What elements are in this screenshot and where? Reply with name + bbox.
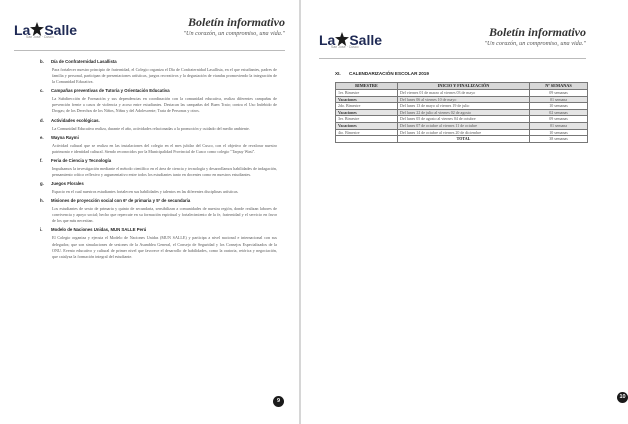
section-heading xyxy=(40,59,277,65)
page-number-left: 9 xyxy=(273,396,284,407)
weeks-cell: 01 semana xyxy=(530,96,588,103)
logo-text: La Salle xyxy=(319,32,383,48)
section-title: Wayna Raymi xyxy=(51,134,79,140)
section-title: Juegos Florales xyxy=(51,181,84,187)
period-cell: Del lunes 13 de mayo al viernes 19 de julio xyxy=(398,103,530,110)
period-cell: Del lunes 06 al viernes 10 de mayo xyxy=(398,96,530,103)
column-header: INICIO Y FINALIZACIÓN xyxy=(398,83,530,90)
logo-tagline: San José · Cusco xyxy=(331,45,359,49)
la-salle-logo xyxy=(319,30,382,54)
logo-tagline: San José · Cusco xyxy=(26,35,54,39)
total-row xyxy=(336,136,588,143)
bimestre-cell: Vacaciones xyxy=(336,109,398,116)
bimestre-cell: 1er. Bimestre xyxy=(336,90,398,97)
star-icon xyxy=(335,32,349,46)
activities-list xyxy=(40,56,277,260)
section-text: Impulsamos la investigación mediante el método científico en el área de ciencia y tecnología y desarrollamos habilidades de indagación, pensamiento crítico reflexivo y argumentativo entre todos los estudiantes tanto en docentes como en nuestros estudiantes. xyxy=(52,165,277,177)
section-title: Actividades ecológicas. xyxy=(51,117,100,123)
bulletin-motto: "Un corazón, un compromiso, una vida." xyxy=(183,30,285,37)
empty-cell xyxy=(336,136,398,143)
section-letter: e. xyxy=(40,134,44,140)
section-heading xyxy=(40,181,277,187)
period-cell: Del lunes 07 de octubre al viernes 11 de octubre xyxy=(398,122,530,129)
section-heading xyxy=(40,117,277,124)
table-row xyxy=(336,103,588,110)
section-text: Espacio en el cual nuestros estudiantes fortalecen sus habilidades y talentos en las diferentes disciplinas artísticas. xyxy=(52,189,239,195)
section-letter: b. xyxy=(40,59,44,64)
page-number-right: 10 xyxy=(617,392,628,403)
weeks-cell: 10 semanas xyxy=(530,103,588,110)
section-letter: c. xyxy=(40,88,44,94)
header-title-block xyxy=(484,26,586,48)
bimestre-cell: Vacaciones xyxy=(336,96,398,103)
weeks-cell: 02 semanas xyxy=(530,109,588,116)
header-divider xyxy=(319,58,586,59)
calendar-rows xyxy=(336,90,588,143)
column-header: Nº SEMANAS xyxy=(530,83,588,90)
calendar-title: CALENDARIZACIÓN ESCOLAR 2019 xyxy=(349,71,429,76)
bimestre-cell: 2do. Bimestre xyxy=(336,103,398,110)
section-title: Misiones de proyección social con 6º de primaria y 5º de secundaria xyxy=(51,198,191,204)
page-left xyxy=(0,0,299,424)
period-cell: Del viernes 01 de marzo al viernes 03 de mayo xyxy=(398,90,530,97)
section-text: La Comunidad Educativa realiza, durante el año, actividades relacionadas a la promoción y cuidado del medio ambiente. xyxy=(52,125,250,131)
section-text: Los estudiantes de sexto de primaria y quinto de secundaria, sensibilizan a comunidades de nuestra región, donde realizan labores de convivencia y apoyo social; hecho que repercute en su formación espiritual y fortalecimiento de la fe, fraternidad y el servicio en favor de los que más necesitan. xyxy=(52,206,277,224)
table-row xyxy=(336,96,588,103)
period-cell: Del lunes 05 de agosto al viernes 04 de octubre xyxy=(398,116,530,123)
column-header: BIMESTRE xyxy=(336,83,398,90)
section-text: La Subdirección de Formación y sus dependencias en coordinación con la comunidad educativa, realiza diferentes campañas de prevención frente a casos de violencia y acoso entre estudiantes. Destacan las campañas del Buen Trato; contra el Uso Indebido de Drogas; de los Derechos de los Niños, Niñas y del Adolescente; Trata de Personas y otros. xyxy=(52,96,277,114)
section-letter: h. xyxy=(40,198,44,204)
header-divider xyxy=(14,50,285,51)
weeks-cell: 10 semanas xyxy=(530,129,588,136)
table-row xyxy=(336,90,588,97)
section-heading xyxy=(40,134,277,141)
star-icon xyxy=(30,22,44,36)
section-number: XI. xyxy=(335,71,341,76)
la-salle-logo xyxy=(14,20,77,44)
section-heading xyxy=(40,88,277,94)
section-heading xyxy=(40,227,277,233)
section-title: Modelo de Naciones Unidas, MUN SALLE Perú xyxy=(51,227,147,233)
section-letter: f. xyxy=(40,157,43,163)
section-text: Actividad cultural que se realiza en las instalaciones del colegio en el mes jubilar del Cusco, con el objetivo de revalorar nuestro patrimonio e identidad cultural. Siendo reconocidos por la Municipalidad Provincial de Cusco como colegio "Tarpuy Wasi". xyxy=(52,142,277,154)
bimestre-cell: 4to. Bimestre xyxy=(336,129,398,136)
weeks-cell: 09 semanas xyxy=(530,116,588,123)
section-title: Campañas preventivas de Tutoría y Orientación Educativa xyxy=(51,88,170,94)
table-row xyxy=(336,122,588,129)
section-letter: d. xyxy=(40,117,44,123)
bulletin-title: Boletín informativo xyxy=(488,25,586,39)
page-right xyxy=(301,0,626,424)
section-title: Día de Confraternidad Lasallista xyxy=(51,59,117,64)
weeks-cell: 01 semana xyxy=(530,122,588,129)
page-header xyxy=(319,26,586,56)
bulletin-motto: "Un corazón, un compromiso, una vida." xyxy=(484,40,586,47)
section-title: Feria de Ciencia y Tecnología xyxy=(51,157,112,163)
section-letter: i. xyxy=(40,227,43,233)
weeks-cell: 09 semanas xyxy=(530,90,588,97)
logo-text: La Salle xyxy=(14,22,78,38)
page-header xyxy=(14,16,285,46)
total-value: 38 semanas xyxy=(530,136,588,143)
calendar-table xyxy=(335,82,588,143)
total-label: TOTAL xyxy=(398,136,530,143)
calendar-heading xyxy=(335,71,429,76)
section-text: Para fortalecer nuestro principio de fraternidad, el Colegio organiza el Día de Confraternidad Lasallista, en el que estudiantes, padres de familia y personal, participan de presentaciones artísticas, juegos recreativos y la degustación de viandas promoviendo la integración de la Comunidad Educativa. xyxy=(52,67,277,85)
bimestre-cell: 3er. Bimestre xyxy=(336,116,398,123)
table-row xyxy=(336,109,588,116)
period-cell: Del lunes 14 de octubre al viernes 20 de diciembre xyxy=(398,129,530,136)
section-heading xyxy=(40,198,277,204)
table-header-row xyxy=(336,83,588,90)
table-row xyxy=(336,116,588,123)
table-row xyxy=(336,129,588,136)
bimestre-cell: Vacaciones xyxy=(336,122,398,129)
section-letter: g. xyxy=(40,181,44,187)
bulletin-title: Boletín informativo xyxy=(187,15,285,29)
period-cell: Del lunes 22 de julio al viernes 02 de agosto xyxy=(398,109,530,116)
section-heading xyxy=(40,157,277,164)
header-title-block xyxy=(183,16,285,38)
section-text: El Colegio organiza y ejecuta el Modelo de Naciones Unidas (MUN SALLE) y participa a nivel nacional e internacional con sus delegados; que son simulaciones de sesiones de la Asamblea General, el Consejo de Seguridad y los Consejos Especializados de la ONU. Evento educativo y cultural de primer nivel que favorece el desarrollo de habilidades, como la oratoria, retórica y negociación, que catalyza la formación integral del estudiante. xyxy=(52,235,277,259)
